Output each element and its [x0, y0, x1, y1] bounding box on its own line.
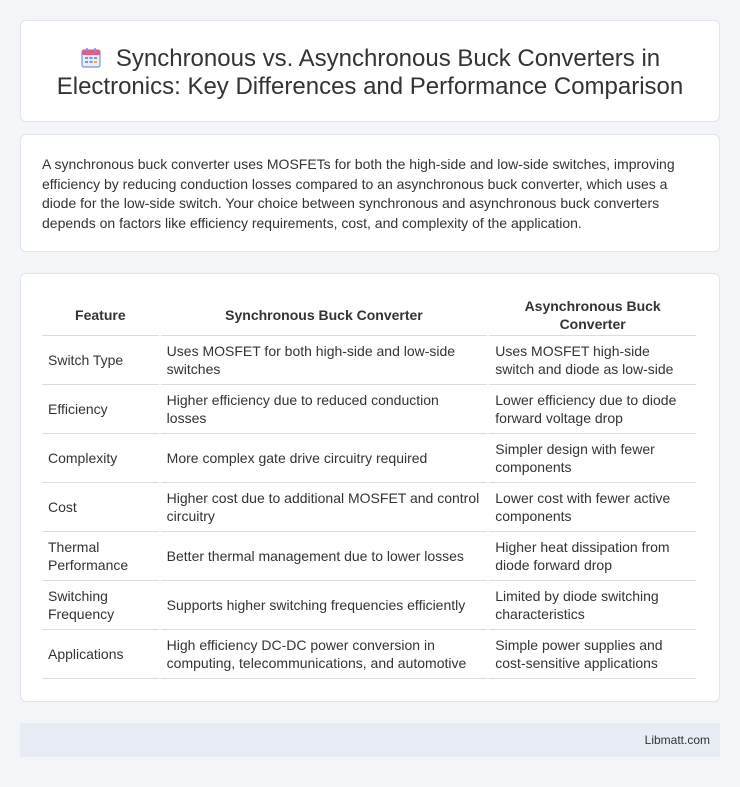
header-synchronous: Synchronous Buck Converter — [161, 294, 488, 336]
footer — [20, 723, 720, 757]
asynchronous-cell: Limited by diode switching characteristics — [489, 581, 696, 630]
comparison-table-card — [20, 273, 720, 702]
feature-cell: Complexity — [42, 434, 159, 483]
intro-paragraph: A synchronous buck converter uses MOSFETs for both the high-side and low-side switches, improving efficiency by reducing conduction losses compared to an asynchronous buck converter, which uses a diode for the low-side switch. Your choice between synchronous and asynchronous buck converters depends on factors like efficiency requirements, cost, and complexity of the application. — [42, 156, 675, 231]
intro-card — [20, 134, 720, 252]
title-card — [20, 20, 720, 122]
table-row — [42, 434, 696, 483]
asynchronous-cell: Uses MOSFET high-side switch and diode as low-side — [489, 336, 696, 385]
feature-cell: Efficiency — [42, 385, 159, 434]
table-header-row — [42, 294, 696, 336]
feature-cell: Cost — [42, 483, 159, 532]
feature-cell: Applications — [42, 630, 159, 679]
footer-site-link[interactable]: Libmatt.com — [644, 733, 710, 747]
table-row — [42, 630, 696, 679]
table-row — [42, 532, 696, 581]
feature-cell: Switch Type — [42, 336, 159, 385]
header-feature: Feature — [42, 294, 159, 336]
page-title — [51, 45, 689, 101]
table-row — [42, 385, 696, 434]
feature-cell: Thermal Performance — [42, 532, 159, 581]
asynchronous-cell: Higher heat dissipation from diode forward drop — [489, 532, 696, 581]
header-asynchronous: Asynchronous Buck Converter — [489, 294, 696, 336]
synchronous-cell: Higher efficiency due to reduced conduction losses — [161, 385, 488, 434]
synchronous-cell: High efficiency DC-DC power conversion in computing, telecommunications, and automotive — [161, 630, 488, 679]
synchronous-cell: More complex gate drive circuitry required — [161, 434, 488, 483]
feature-cell: Switching Frequency — [42, 581, 159, 630]
synchronous-cell: Supports higher switching frequencies efficiently — [161, 581, 488, 630]
asynchronous-cell: Simple power supplies and cost-sensitive applications — [489, 630, 696, 679]
table-row — [42, 581, 696, 630]
synchronous-cell: Uses MOSFET for both high-side and low-side switches — [161, 336, 488, 385]
asynchronous-cell: Lower cost with fewer active components — [489, 483, 696, 532]
table-row — [42, 483, 696, 532]
calendar-icon — [80, 47, 102, 69]
synchronous-cell: Higher cost due to additional MOSFET and control circuitry — [161, 483, 488, 532]
comparison-table — [40, 294, 698, 679]
synchronous-cell: Better thermal management due to lower losses — [161, 532, 488, 581]
table-row — [42, 336, 696, 385]
page-title-text: Synchronous vs. Asynchronous Buck Converters in Electronics: Key Differences and Performance Comparison — [56, 45, 684, 100]
asynchronous-cell: Lower efficiency due to diode forward voltage drop — [489, 385, 696, 434]
asynchronous-cell: Simpler design with fewer components — [489, 434, 696, 483]
